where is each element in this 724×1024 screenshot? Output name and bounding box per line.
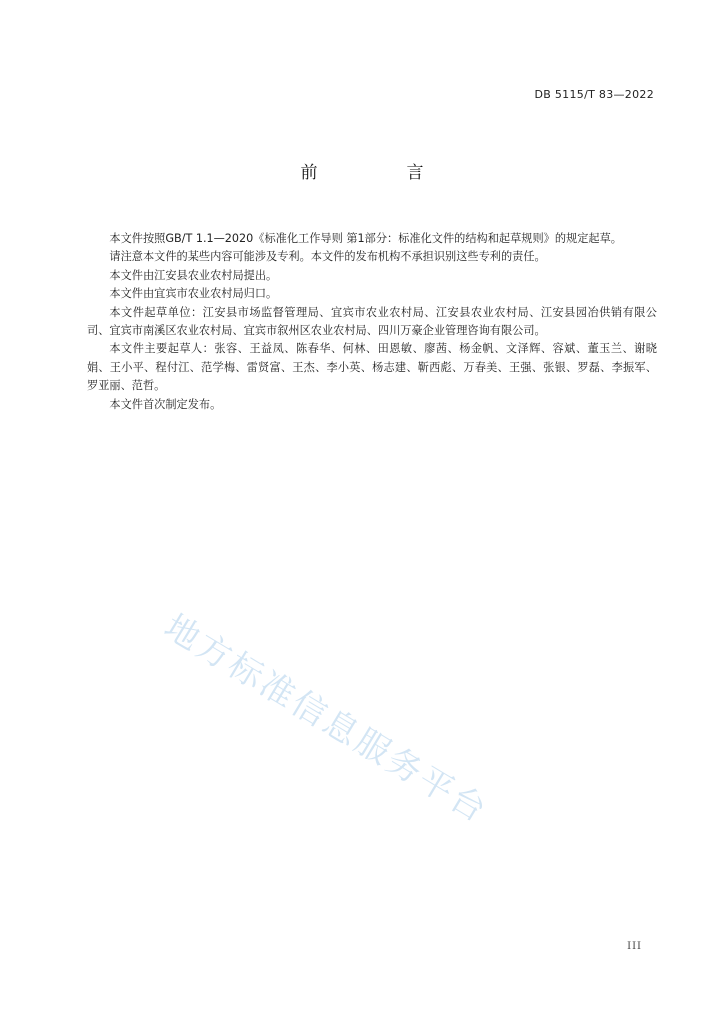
paragraph-proposer: 本文件由江安县农业农村局提出。 xyxy=(109,268,278,282)
foreword-body xyxy=(87,230,657,414)
watermark: 地方标准信息服务平台 xyxy=(157,606,496,832)
page-title: 前 言 xyxy=(300,163,460,183)
paragraph-drafting-rules: 本文件按照GB/T 1.1—2020《标准化工作导则 第1部分：标准化文件的结构和起草规则》的规定起草。 xyxy=(109,232,622,245)
paragraph-patent-notice: 请注意本文件的某些内容可能涉及专利。本文件的发布机构不承担识别这些专利的责任。 xyxy=(109,250,546,264)
document-code: DB 5115/T 83—2022 xyxy=(534,88,654,101)
paragraph-drafters: 本文件主要起草人：张容、王益凤、陈春华、何林、田恩敏、廖茜、杨金帆、文泽辉、容斌、董玉兰、谢晓娟、王小平、程付江、范学梅、雷贤富、王杰、李小英、杨志建、靳西彪、万春美、王强、张银、罗磊、李振军、罗亚丽、范哲。 xyxy=(87,342,657,393)
paragraph-first-release: 本文件首次制定发布。 xyxy=(109,397,222,411)
paragraph-drafting-units: 本文件起草单位：江安县市场监督管理局、宜宾市农业农村局、江安县农业农村局、江安县园冶供销有限公司、宜宾市南溪区农业农村局、宜宾市叙州区农业农村局、四川万豪企业管理咨询有限公司。 xyxy=(87,305,657,338)
paragraph-administrator: 本文件由宜宾市农业农村局归口。 xyxy=(109,287,278,301)
page-number: III xyxy=(627,941,642,952)
